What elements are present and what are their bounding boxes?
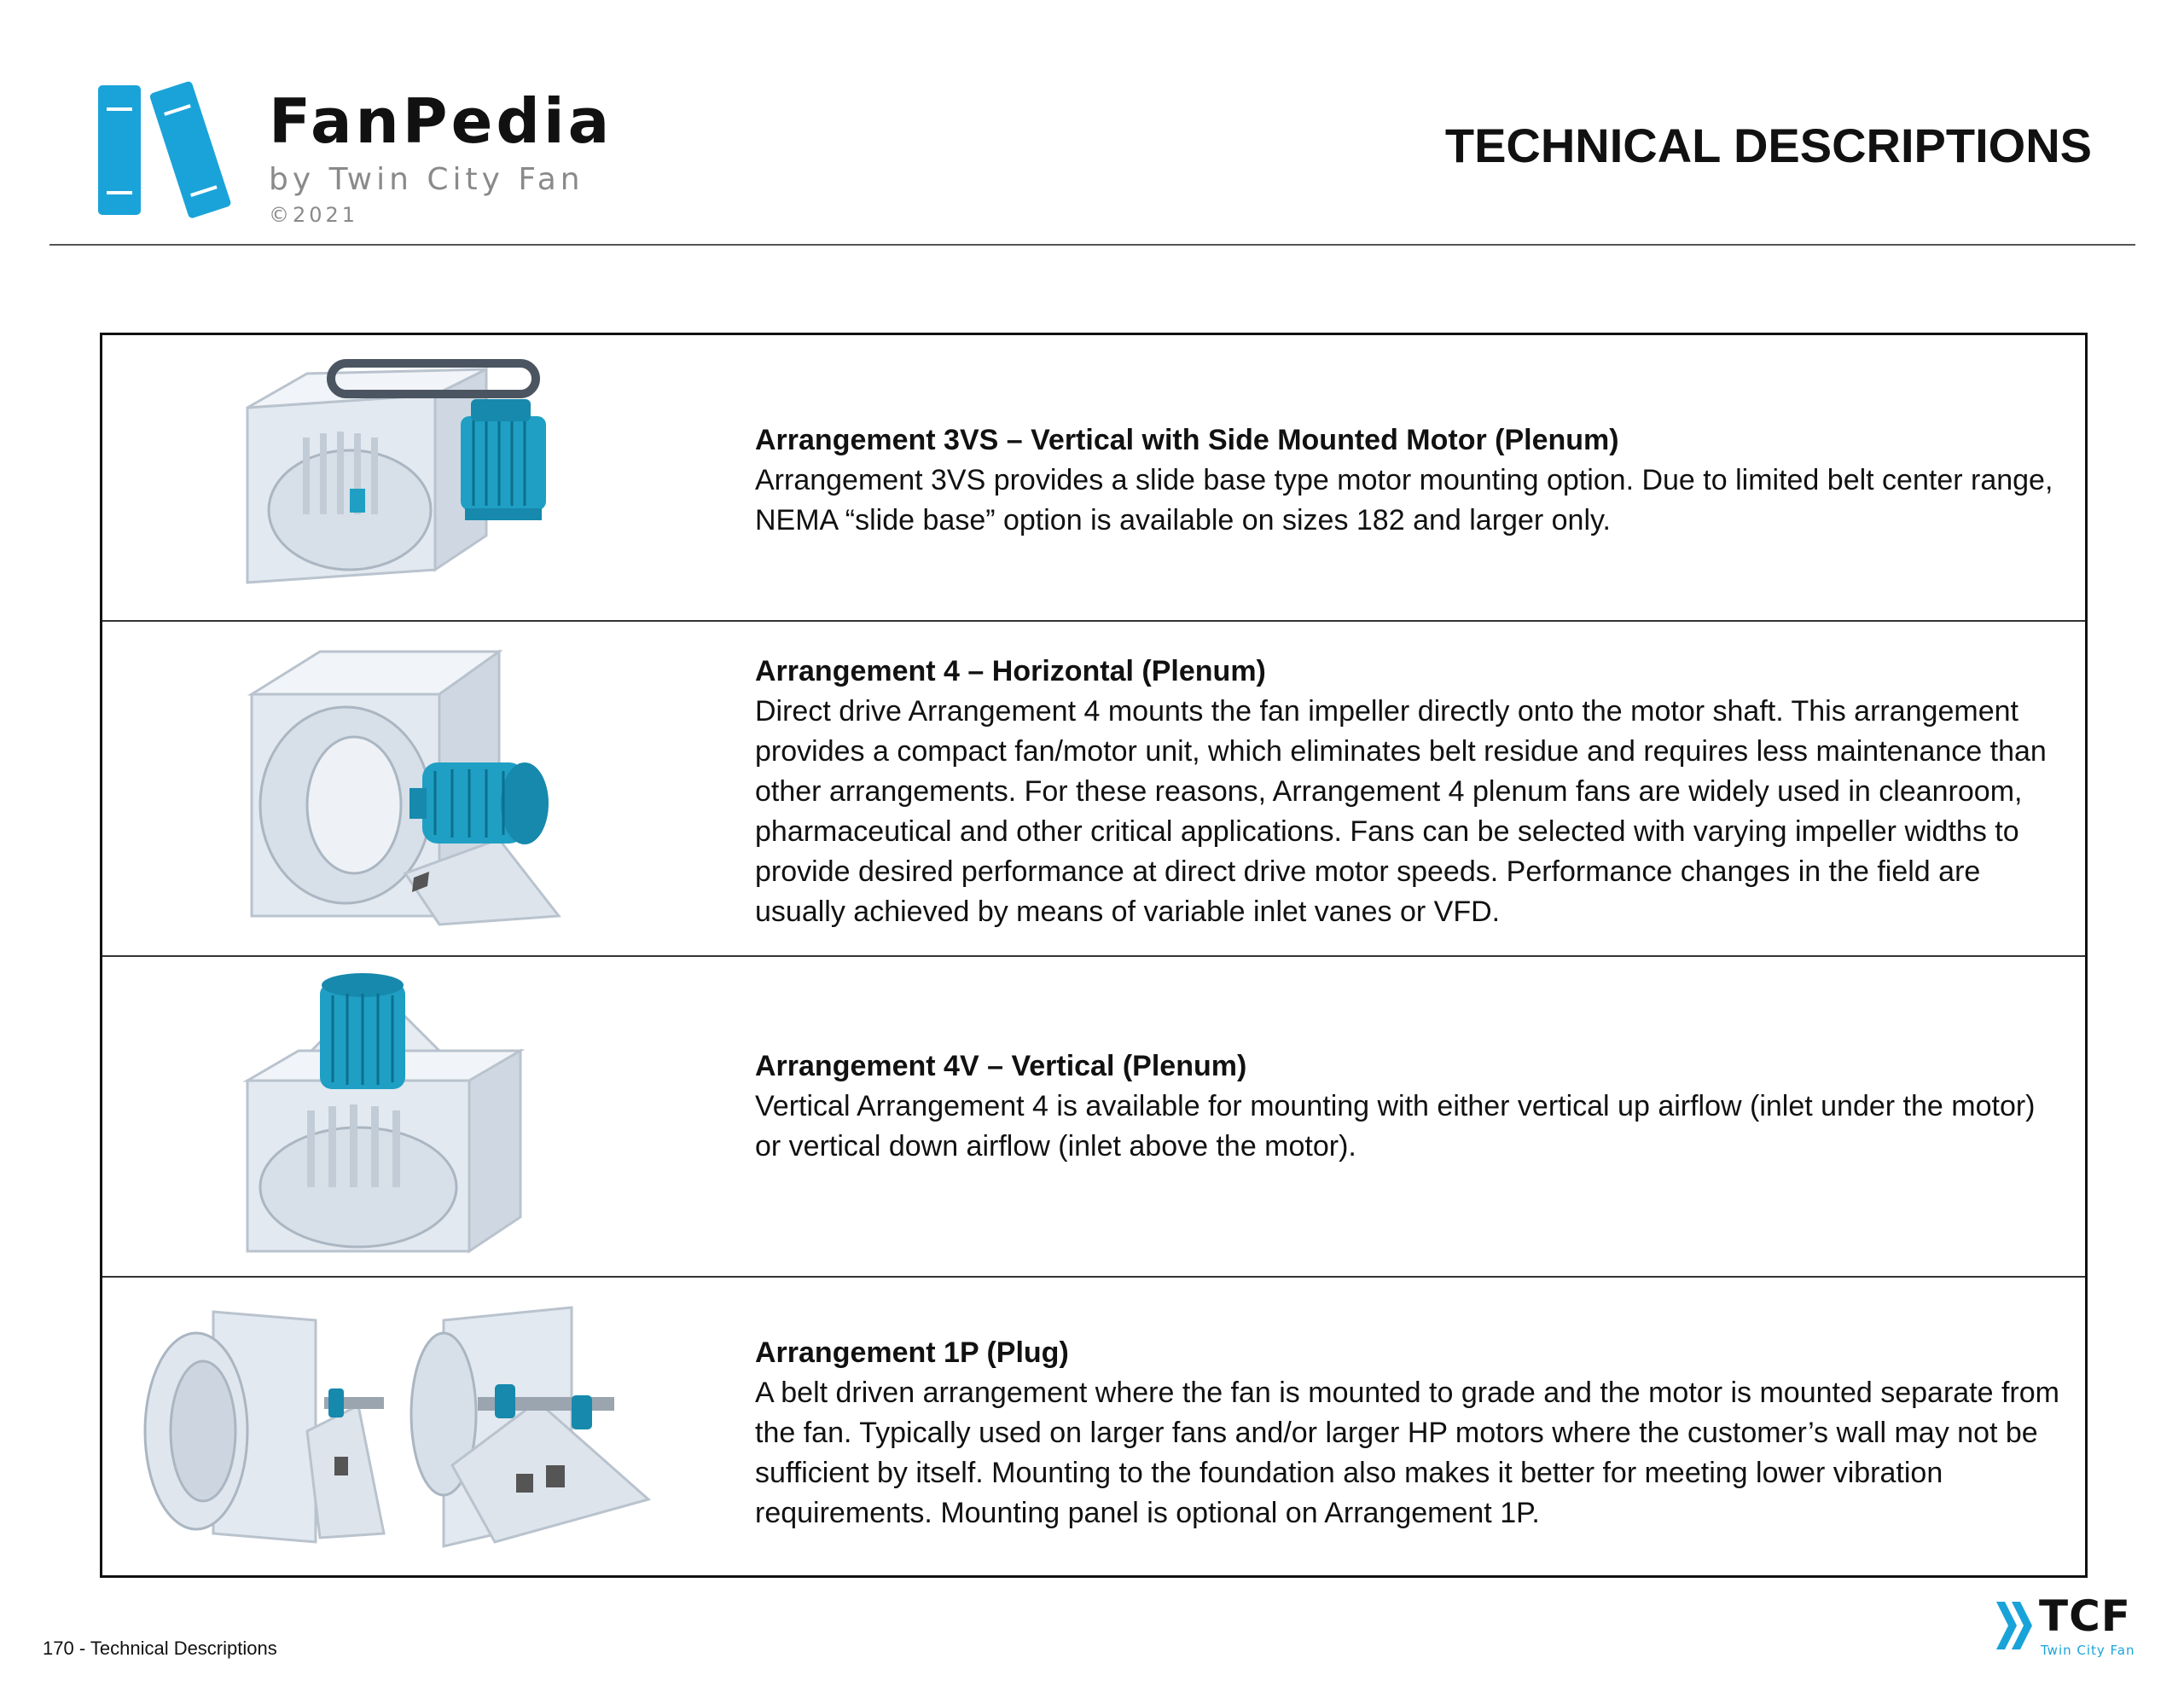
page-title: TECHNICAL DESCRIPTIONS <box>1444 119 2092 172</box>
arrangement-row <box>102 957 2085 1278</box>
tcf-logo-name: TCF <box>2039 1591 2131 1641</box>
fan-4-horizontal-illustration <box>243 643 584 942</box>
arrangement-text <box>755 652 2060 932</box>
tcf-logo <box>1996 1591 2141 1659</box>
tcf-logo-subtitle: Twin City Fan <box>2041 1643 2135 1658</box>
arrangement-title: Arrangement 4V – Vertical (Plenum) <box>755 1050 1247 1082</box>
arrangement-row <box>102 1278 2085 1578</box>
header-divider <box>49 244 2135 246</box>
arrangement-description: A belt driven arrangement where the fan is mounted to grade and the motor is mounted separate from the fan. Typically used on larger fans and/or larger HP motors where the customer’s wall may not be sufficient by itself. Mounting to the foundation also makes it better for meeting lower vibration requirements. Mounting panel is optional on Arrangement 1P. <box>755 1377 2059 1529</box>
arrangement-description: Arrangement 3VS provides a slide base type motor mounting option. Due to limited belt center range, NEMA “slide base” option is available on sizes 182 and larger only. <box>755 464 2053 536</box>
arrangement-row <box>102 335 2085 622</box>
arrangement-title: Arrangement 1P (Plug) <box>755 1336 1069 1369</box>
fanpedia-logo <box>98 77 678 226</box>
logo-subtitle: by Twin City Fan <box>269 162 584 197</box>
arrangement-text <box>755 1333 2060 1533</box>
books-icon <box>98 77 243 222</box>
fan-3vs-illustration <box>230 357 572 604</box>
fan-1p-plug-illustration <box>136 1303 691 1559</box>
logo-title: FanPedia <box>269 85 613 157</box>
arrangement-description: Vertical Arrangement 4 is available for mounting with either vertical up airflow (inlet under the motor) or vertical down airflow (inlet above the motor). <box>755 1090 2036 1162</box>
arrangement-description: Direct drive Arrangement 4 mounts the fan impeller directly onto the motor shaft. This arrangement provides a compact fan/motor unit, which eliminates belt residue and requires less maintenance than other arrangements. For these reasons, Arrangement 4 plenum fans are widely used in cleanroom, pharmaceutical and other critical applications. Fans can be selected with varying impeller widths to provide desired performance at direct drive motor speeds. Performance changes in the field are usually achieved by means of variable inlet vanes or VFD. <box>755 695 2047 928</box>
fan-4v-vertical-illustration <box>239 970 537 1264</box>
arrangement-text <box>755 420 2060 541</box>
arrangement-row <box>102 622 2085 957</box>
chevron-right-icon <box>1996 1602 2034 1649</box>
arrangement-text <box>755 1046 2060 1167</box>
arrangement-title: Arrangement 3VS – Vertical with Side Mounted Motor (Plenum) <box>755 424 1619 456</box>
logo-copyright: ©2021 <box>269 203 359 227</box>
arrangement-title: Arrangement 4 – Horizontal (Plenum) <box>755 655 1266 687</box>
arrangements-table <box>100 333 2088 1578</box>
page-footer-label: 170 - Technical Descriptions <box>43 1638 277 1659</box>
